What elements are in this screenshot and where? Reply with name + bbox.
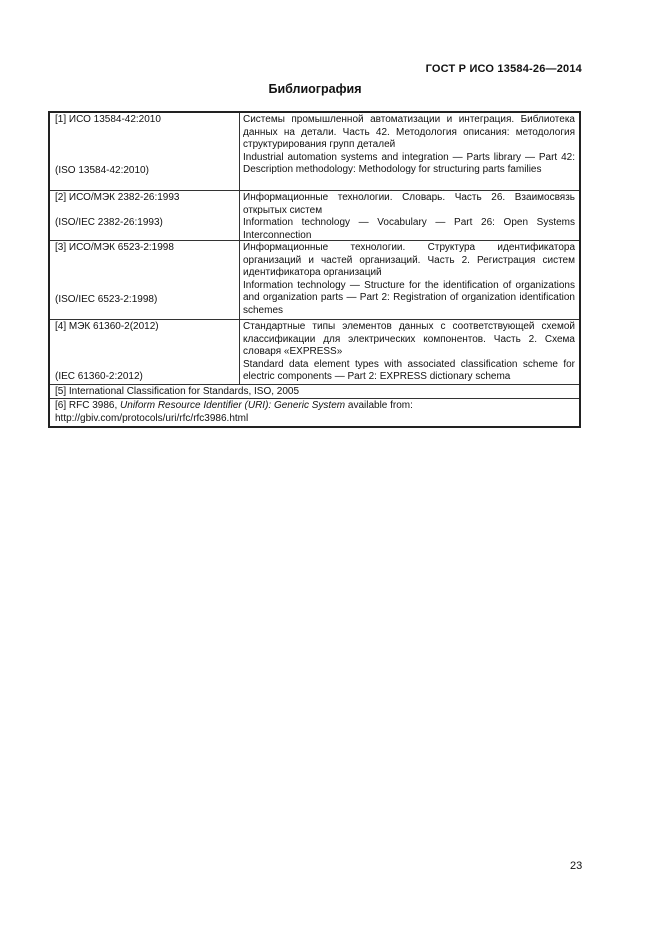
reference-en: (ISO 13584-42:2010) — [55, 164, 149, 176]
page-title: Библиография — [268, 82, 362, 96]
reference-cell — [50, 241, 240, 319]
reference-en: (IEC 61360-2:2012) — [55, 370, 143, 382]
title-ru: Системы промышленной автоматизации и интеграция. Библиотека данных на детали. Часть 42. Методология описания: методология структурирования групп деталей — [243, 114, 575, 150]
reference-en: (ISO/IEC 2382-26:1993) — [55, 216, 163, 228]
title-cell — [240, 113, 579, 190]
title-en: Standard data element types with associated classification scheme for electric components — Part 2: EXPRESS dictionary schema — [243, 358, 575, 382]
title-ru: Информационные технологии. Структура идентификатора организаций и частей организаций. Часть 2. Регистрация систем идентификатора организаций — [243, 242, 575, 278]
reference-suffix: available from: — [345, 400, 413, 411]
bibliography-table — [48, 111, 581, 428]
reference-ru: [2] ИСО/МЭК 2382-26:1993 — [55, 192, 180, 203]
standard-code: ГОСТ Р ИСО 13584-26—2014 — [425, 63, 582, 75]
title-ru: Информационные технологии. Словарь. Часть 26. Взаимосвязь открытых систем — [243, 192, 575, 216]
table-row — [50, 384, 579, 398]
table-row — [50, 113, 579, 190]
reference-cell — [50, 191, 240, 240]
table-row — [50, 190, 579, 240]
reference-full: [5] International Classification for Standards, ISO, 2005 — [55, 386, 300, 397]
reference-cell — [50, 320, 240, 384]
title-cell — [240, 241, 579, 319]
title-en: Industrial automation systems and integration — Parts library — Part 42: Description methodology: Methodology for structuring parts families — [243, 151, 575, 175]
reference-full — [50, 399, 579, 426]
reference-ru: [3] ИСО/МЭК 6523-2:1998 — [55, 242, 174, 253]
table-row — [50, 319, 579, 384]
reference-en: (ISO/IEC 6523-2:1998) — [55, 293, 158, 305]
page-number: 23 — [570, 860, 583, 872]
reference-title: Uniform Resource Identifier (URI): Generic System — [120, 400, 346, 411]
title-en: Information technology — Vocabulary — Part 26: Open Systems Interconnection — [243, 217, 575, 241]
table-row — [50, 398, 579, 426]
title-en: Information technology — Structure for the identification of organizations and organization parts — Part 2: Registration of organization identification schemes — [243, 279, 575, 316]
reference-prefix: [6] RFC 3986, — [55, 400, 121, 411]
reference-ru: [4] МЭК 61360-2(2012) — [55, 321, 159, 332]
reference-cell — [50, 113, 240, 190]
table-row — [50, 240, 579, 319]
title-cell — [240, 191, 579, 240]
title-ru: Стандартные типы элементов данных с соответствующей схемой классификации для электрических компонентов. Часть 2. Схема словаря «EXPRESS» — [243, 321, 575, 357]
reference-ru: [1] ИСО 13584-42:2010 — [55, 114, 161, 125]
title-cell — [240, 320, 579, 384]
reference-url: http://gbiv.com/protocols/uri/rfc/rfc3986.html — [55, 412, 249, 424]
